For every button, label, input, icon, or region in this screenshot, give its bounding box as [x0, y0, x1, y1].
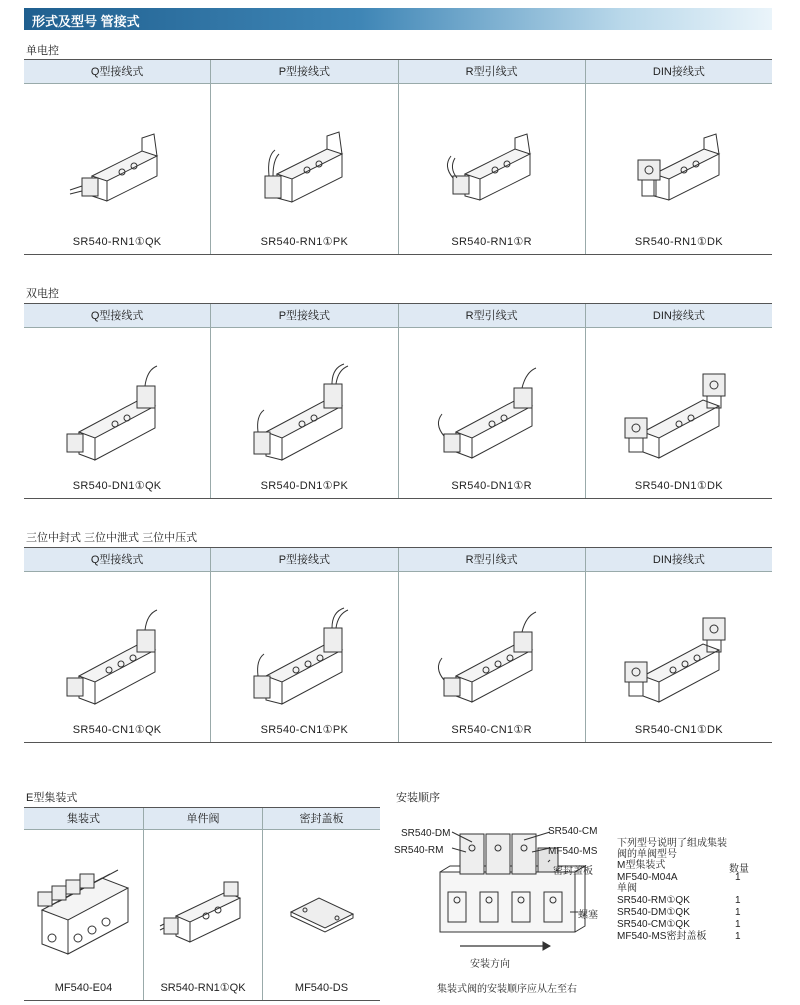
col-header-din: DIN接线式 [585, 548, 772, 571]
note-line-2: 阀的单阀型号 [617, 849, 677, 860]
assembly-caption: 集装式阀的安装顺序应从左至右 [437, 984, 577, 995]
callout-dm: SR540-DM [401, 828, 451, 839]
qty-header: 数量 [729, 864, 749, 875]
note-item: MF540-M04A [617, 872, 678, 883]
note-item: MF540-MS密封盖板 [617, 931, 707, 942]
model-label: SR540-RN1①DK [634, 236, 723, 248]
table-single [24, 59, 772, 255]
note-item: SR540-RM①QK [617, 895, 690, 906]
valve-single-p-image [249, 116, 359, 216]
table-header [24, 548, 772, 572]
note-line-3: M型集装式 [617, 860, 666, 871]
model-label: SR540-RN1①PK [260, 236, 349, 248]
section-label-assembly: 安装顺序 [396, 792, 440, 804]
table-header [24, 808, 380, 830]
manifold-image [28, 850, 138, 970]
col-header-din: DIN接线式 [585, 60, 772, 83]
product-cell [398, 572, 585, 742]
product-cell [585, 572, 772, 742]
valve-double-p-image [244, 360, 364, 470]
model-label: SR540-CN1①QK [72, 724, 162, 736]
valve-double-r-image [432, 360, 552, 470]
product-cell [398, 84, 585, 254]
product-cell [210, 572, 397, 742]
assembly-diagram [400, 822, 600, 952]
product-cell [24, 572, 210, 742]
model-label: SR540-RN1①QK [72, 236, 162, 248]
col-header-p: P型接线式 [210, 304, 397, 327]
model-label: SR540-CN1①PK [260, 724, 349, 736]
valve-single-q-image [62, 116, 172, 216]
callout-rm: SR540-RM [394, 845, 444, 856]
product-cell [24, 830, 143, 1000]
col-header-q: Q型接线式 [90, 554, 144, 566]
col-header-q: Q型接线式 [90, 66, 144, 78]
valve-double-din-image [619, 360, 739, 470]
note-qty: 1 [735, 907, 741, 918]
callout-cm: SR540-CM [548, 826, 598, 837]
table-double [24, 303, 772, 499]
product-cell [585, 328, 772, 498]
valve-single-din-image [624, 116, 734, 216]
product-cell [24, 84, 210, 254]
model-label: MF540-E04 [54, 982, 113, 994]
valve-single-r-image [437, 116, 547, 216]
table-header [24, 60, 772, 84]
model-label: SR540-DN1①PK [260, 480, 349, 492]
valve-three-q-image [57, 604, 177, 714]
note-qty: 1 [735, 895, 741, 906]
product-cell [143, 830, 262, 1000]
product-cell [24, 328, 210, 498]
note-item: 单阀 [617, 883, 637, 894]
col-header-q: Q型接线式 [90, 310, 144, 322]
col-header-seal-cover: 密封盖板 [262, 808, 380, 829]
callout-ms: MF540-MS [548, 846, 598, 857]
col-header-r: R型引线式 [398, 548, 585, 571]
section-label-three-position: 三位中封式 三位中泄式 三位中压式 [26, 532, 198, 544]
note-qty: 1 [735, 931, 741, 942]
product-cell [398, 328, 585, 498]
callout-cover: 密封盖板 [553, 866, 593, 877]
table-manifold [24, 807, 380, 1001]
col-header-r: R型引线式 [398, 304, 585, 327]
model-label: SR540-CN1①DK [634, 724, 723, 736]
note-item: SR540-DM①QK [617, 907, 690, 918]
valve-double-q-image [57, 360, 177, 470]
col-header-r: R型引线式 [398, 60, 585, 83]
table-header [24, 304, 772, 328]
direction-label: 安装方向 [470, 959, 510, 970]
product-cell [210, 328, 397, 498]
title-bar [24, 8, 772, 30]
note-qty: 1 [735, 872, 741, 883]
valve-three-din-image [619, 604, 739, 714]
model-label: SR540-CN1①R [451, 724, 532, 736]
col-header-single-valve: 单件阀 [143, 808, 262, 829]
callout-plug: 螺塞 [578, 910, 598, 921]
valve-three-r-image [432, 604, 552, 714]
product-cell [262, 830, 380, 1000]
model-label: SR540-DN1①R [451, 480, 532, 492]
note-qty: 1 [735, 919, 741, 930]
seal-cover-image [283, 888, 363, 948]
col-header-p: P型接线式 [210, 60, 397, 83]
single-valve-image [154, 870, 254, 960]
col-header-din: DIN接线式 [585, 304, 772, 327]
product-cell [210, 84, 397, 254]
model-label: SR540-RN1①QK [160, 982, 246, 994]
model-label: SR540-DN1①QK [72, 480, 162, 492]
note-item: SR540-CM①QK [617, 919, 690, 930]
note-line-1: 下列型号说明了组成集装 [617, 838, 727, 849]
section-label-manifold: E型集装式 [26, 792, 78, 804]
valve-three-p-image [244, 604, 364, 714]
product-cell [585, 84, 772, 254]
col-header-p: P型接线式 [210, 548, 397, 571]
col-header-manifold: 集装式 [67, 813, 100, 825]
section-label-single: 单电控 [26, 45, 59, 57]
model-label: SR540-RN1①R [451, 236, 532, 248]
model-label: SR540-DN1①DK [634, 480, 723, 492]
section-label-double: 双电控 [26, 288, 59, 300]
table-three-position [24, 547, 772, 743]
page-title: 形式及型号 管接式 [32, 14, 140, 29]
model-label: MF540-DS [294, 982, 349, 994]
